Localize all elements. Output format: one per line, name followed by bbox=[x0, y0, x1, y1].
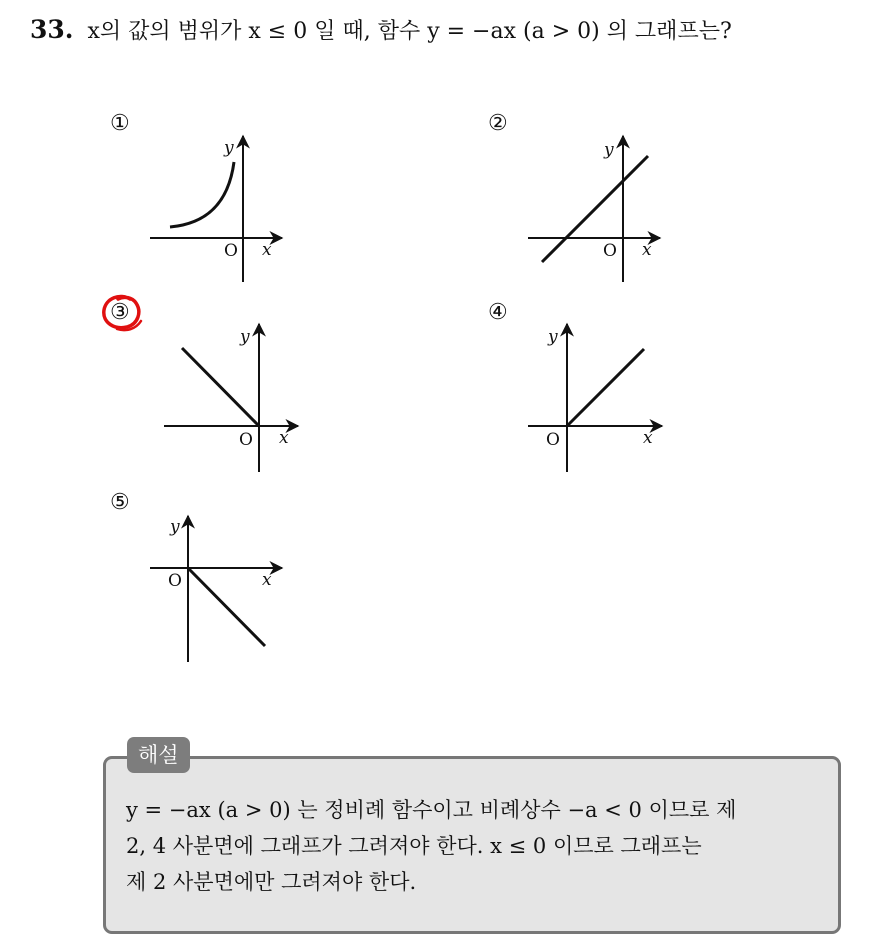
choice-2-label[interactable]: ② bbox=[488, 111, 508, 136]
y-axis-label: y bbox=[548, 327, 558, 347]
x-axis-label: x bbox=[642, 240, 652, 260]
choice-5-graph[interactable] bbox=[148, 512, 348, 712]
graph-line bbox=[182, 348, 259, 426]
y-axis-label: y bbox=[170, 517, 180, 537]
choice-4-graph[interactable] bbox=[526, 320, 726, 520]
choice-3-graph[interactable] bbox=[162, 320, 362, 520]
y-axis-label: y bbox=[604, 140, 614, 160]
graph-line bbox=[542, 156, 648, 262]
graph-line bbox=[188, 568, 265, 646]
choice-1-graph[interactable] bbox=[148, 132, 348, 332]
question bbox=[30, 10, 870, 52]
solution-tag: 해설 bbox=[127, 737, 190, 773]
selected-mark-circle bbox=[100, 292, 144, 334]
graph-line bbox=[567, 349, 644, 426]
solution-line-2: 2, 4 사분면에 그래프가 그려져야 한다. x ≤ 0 이므로 그래프는 bbox=[126, 834, 702, 858]
choice-3-label[interactable]: ③ bbox=[110, 300, 130, 325]
origin-label: O bbox=[603, 241, 617, 261]
choice-2-graph[interactable] bbox=[526, 132, 726, 332]
solution-line-1: y = −ax (a > 0) 는 정비례 함수이고 비례상수 −a < 0 이므로 제 bbox=[126, 798, 737, 822]
y-axis-label: y bbox=[224, 138, 234, 158]
graph-curve bbox=[170, 162, 234, 227]
origin-label: O bbox=[168, 571, 182, 591]
question-number: 33. bbox=[30, 15, 74, 44]
question-text: x의 값의 범위가 x ≤ 0 일 때, 함수 y = −ax (a > 0) 의 그래프는? bbox=[87, 19, 732, 44]
choice-1-label[interactable]: ① bbox=[110, 111, 130, 136]
choice-5-label[interactable]: ⑤ bbox=[110, 490, 130, 515]
x-axis-label: x bbox=[643, 428, 653, 448]
solution-text bbox=[126, 792, 836, 900]
origin-label: O bbox=[224, 241, 238, 261]
x-axis-label: x bbox=[262, 570, 272, 590]
choice-4-label[interactable]: ④ bbox=[488, 300, 508, 325]
x-axis-label: x bbox=[262, 240, 272, 260]
solution-line-3: 제 2 사분면에만 그려져야 한다. bbox=[126, 870, 417, 894]
origin-label: O bbox=[239, 430, 253, 450]
x-axis-label: x bbox=[279, 428, 289, 448]
y-axis-label: y bbox=[240, 327, 250, 347]
origin-label: O bbox=[546, 430, 560, 450]
